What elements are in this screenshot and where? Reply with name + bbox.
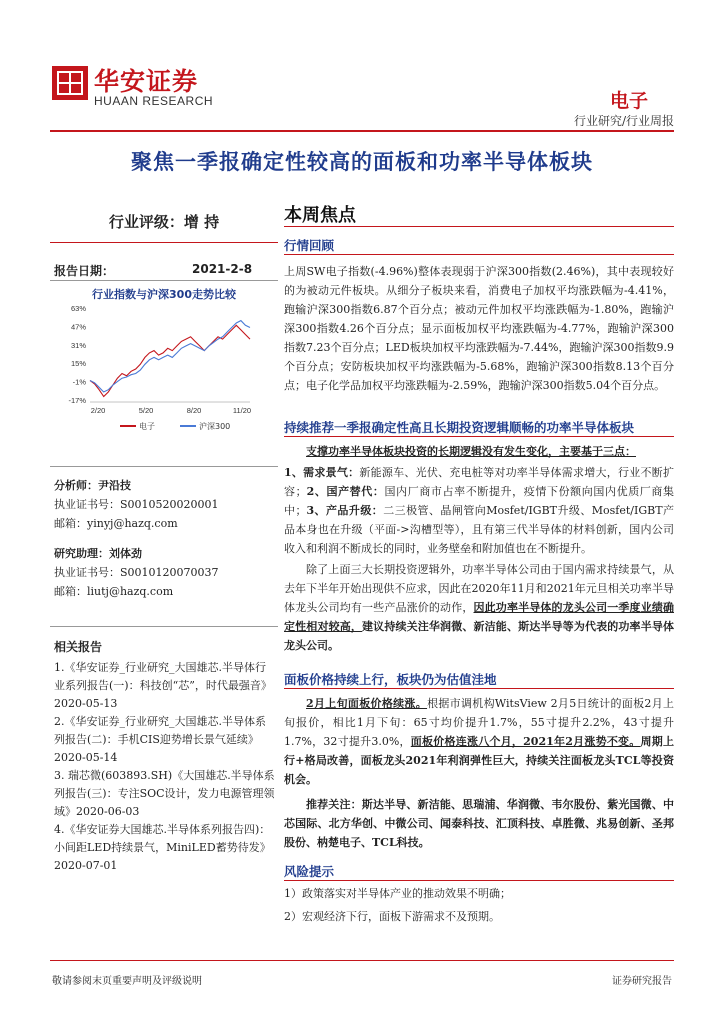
industry-rating: 行业评级：增 持 (108, 213, 220, 231)
footer-doc-type: 证券研究报告 (612, 976, 672, 987)
y-tick-label: 15% (70, 359, 86, 369)
assistant-name: 研究助理：刘体劲 (54, 547, 142, 560)
x-tick-label: 5/20 (138, 406, 154, 415)
risk-item: 2）宏观经济下行，面板下游需求不及预期。 (284, 910, 500, 923)
legend-label: 电子 (139, 422, 155, 431)
related-item[interactable]: 2.《华安证券_行业研究_大国雄芯.半导体系列报告(二)：手机CIS迎势增长景气延续》2020-05-14 (54, 715, 266, 764)
x-tick-label: 8/20 (186, 406, 202, 415)
related-item[interactable]: 1.《华安证券_行业研究_大国雄芯.半导体行业系列报告(一)：科技创“芯”，时代最强音》2020-05-13 (54, 661, 272, 710)
sub-sector-label: 行业研究/行业周报 (573, 114, 674, 128)
panel-text: 根据市调机构WitsView 2月5日统计的面板2月上旬报价，相比1月下旬：65寸均价提升1.7%，55寸提升2.2%，43寸提升1.7%，32寸提升3.0%， (284, 697, 675, 748)
report-title: 聚焦一季报确定性较高的面板和功率半导体板块 (131, 150, 593, 174)
logo-mark (52, 66, 88, 100)
series-line (90, 321, 250, 392)
section-rule (284, 254, 674, 255)
market-review-heading: 行情回顾 (284, 238, 335, 253)
analyst-email[interactable]: 邮箱：yinyj@hazq.com (54, 517, 178, 530)
focus-heading: 本周焦点 (284, 205, 356, 226)
recommend-label: 推荐关注： (306, 798, 362, 811)
chart-title: 行业指数与沪深300走势比较 (92, 288, 236, 301)
assistant-cert: 执业证书号：S0010120070037 (54, 566, 219, 579)
point-2-text: 国内厂商市占率不断提升，疫情下份额向国内优质厂商集中； (284, 485, 675, 517)
related-heading: 相关报告 (54, 640, 103, 654)
panel-highlight: 面板价格连涨八个月，2021年2月涨势不变。 (410, 735, 641, 748)
logo-cn: 华安证券 (94, 67, 199, 96)
y-tick-label: 31% (70, 340, 86, 350)
report-date-value: 2021-2-8 (192, 262, 253, 276)
risk-heading: 风险提示 (284, 864, 335, 879)
legend-label: 沪深300 (199, 422, 231, 431)
risk-item: 1）政策落实对半导体产业的推动效果不明确； (284, 887, 511, 900)
assistant-block (54, 544, 219, 601)
divider (50, 626, 278, 627)
section-rule (284, 688, 674, 689)
point-1-label: 1、需求景气： (284, 466, 360, 479)
section-rule (284, 436, 674, 437)
series-line (90, 325, 250, 396)
x-tick-label: 11/20 (232, 406, 252, 415)
panel-lead: 2月上旬面板价格续涨。 (306, 697, 428, 710)
report-date-label: 报告日期： (54, 264, 115, 278)
y-tick-label: 47% (70, 322, 86, 332)
related-reports (54, 638, 276, 875)
power-semi-body (284, 442, 674, 655)
index-comparison-chart (50, 300, 278, 458)
y-tick-label: -17% (68, 396, 86, 405)
footer-rule (50, 960, 674, 961)
analyst-block (54, 476, 219, 533)
point-1-text: 新能源车、光伏、充电桩等对功率半导体需求增大，行业不断扩容； (284, 466, 674, 498)
section-rule (284, 880, 674, 881)
focus-rule (284, 226, 674, 227)
recommend-list: 斯达半导、新洁能、思瑞浦、华润微、韦尔股份、紫光国微、中芯国际、北方华创、中微公司、闻泰科技、汇顶科技、卓胜微、兆易创新、圣邦股份、枘楚电子、TCL科技。 (284, 798, 674, 849)
y-tick-label: 63% (70, 304, 86, 313)
panel-outlook: 周期上行+格局改善，面板龙头2021年利润弹性巨大，持续关注面板龙头TCL等投资机会。 (284, 735, 675, 786)
related-item[interactable]: 3. 瑞芯微(603893.SH)《大国雄芯.半导体系列报告(三)：专注SOC设计，发力电源管理领域》2020-06-03 (54, 769, 275, 818)
panel-heading: 面板价格持续上行，板块仍为估值洼地 (284, 672, 497, 687)
divider (50, 466, 278, 467)
power-semi-heading: 持续推荐一季报确定性高且长期投资逻辑顺畅的功率半导体板块 (284, 420, 635, 435)
market-review-text: 上周SW电子指数(-4.96%)整体表现弱于沪深300指数(2.46%)，其中表现较好的为被动元件板块。从细分子板块来看，消费电子加权平均涨跌幅为-4.41%，跑输沪深300指数6.87个百分点；被动元件加权平均涨跌幅为-1.80%，跑输沪深300指数4.26个百分点；显示面板加权平均涨跌幅为-4.77%，跑输沪深300指数7.23个百分点；LED板块加权平均涨跌幅为-7.44%，跑输沪深300指数9.9个百分点；安防板块加权平均涨跌幅为-5.68%，跑输沪深300指数8.13个百分点；电子化学品加权平均涨跌幅为-2.59%，跑输沪深300指数5.04个百分点。 (284, 265, 674, 392)
power-semi-lead: 支撑功率半导体板块投资的长期逻辑没有发生变化，主要基于三点： (306, 445, 636, 458)
para-2-text: 除了上面三大长期投资逻辑外，功率半导体公司由于国内需求持续景气，从去年下半年开始出现供不应求，因此在2020年11月和2021年元旦相关功率半导体龙头公司均有一些产品涨价的动作， (284, 563, 674, 614)
panel-body (284, 694, 674, 852)
point-2-label: 2、国产替代： (306, 485, 385, 498)
y-tick-label: -1% (72, 377, 86, 387)
related-item[interactable]: 4.《华安证券大国雄芯.半导体系列报告四)：小间距LED持续景气，MiniLED蓄势待发》2020-07-01 (54, 823, 271, 872)
point-3-text: 二三极管、晶闸管向Mosfet/IGBT升级、Mosfet/IGBT产品本身也在升级（平面->沟槽型等），且有第三代半导体的材料创新，国内公司收入和利润不断成长的同时，业务壁垒和附加值也在不断提升。 (284, 504, 675, 555)
para-2-recommend: 建议持续关注华润微、新洁能、斯达半导等为代表的功率半导体龙头公司。 (284, 620, 674, 652)
date-rule (50, 280, 278, 281)
x-tick-label: 2/20 (90, 406, 106, 415)
rating-rule (50, 242, 278, 243)
risk-list (284, 884, 674, 926)
point-3-label: 3、产品升级： (306, 504, 384, 517)
assistant-email[interactable]: 邮箱：liutj@hazq.com (54, 585, 174, 598)
logo-en: HUAAN RESEARCH (94, 94, 214, 108)
sector-label: 电子 (609, 90, 648, 112)
footer-disclaimer[interactable]: 敬请参阅末页重要声明及评级说明 (52, 976, 202, 987)
para-2-highlight: 因此功率半导体的龙头公司一季度业绩确定性相对较高， (284, 601, 674, 633)
analyst-name: 分析师：尹沿技 (54, 479, 131, 492)
analyst-cert: 执业证书号：S0010520020001 (54, 498, 219, 511)
header-rule (50, 130, 674, 132)
